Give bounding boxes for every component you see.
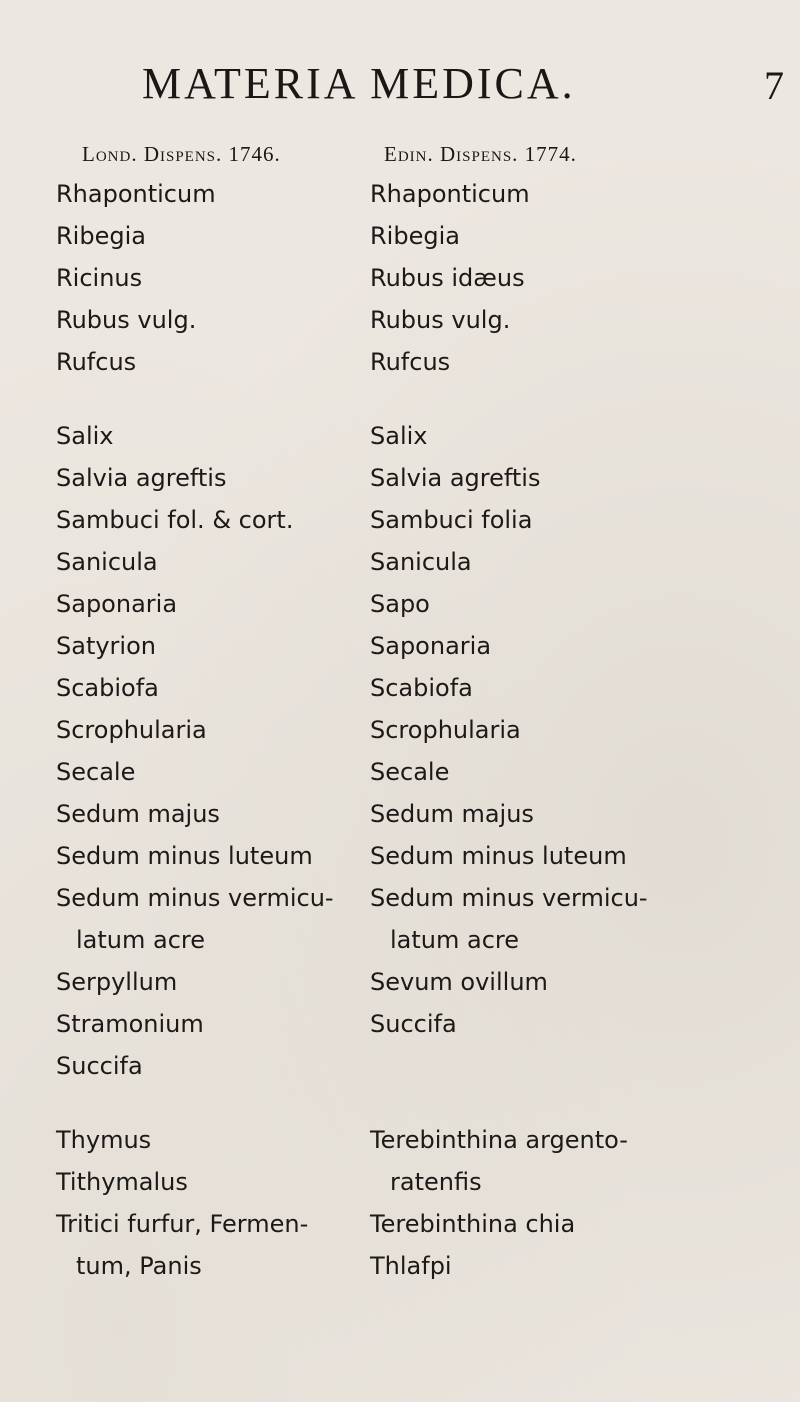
list-item: Scabiofa <box>56 674 159 702</box>
list-item: Salvia agreftis <box>56 464 227 492</box>
list-item: Sambuci fol. & cort. <box>56 506 294 534</box>
list-item: Ribegia <box>56 222 146 250</box>
list-item: Rufcus <box>370 348 451 376</box>
list-item: ratenfis <box>390 1168 482 1196</box>
list-item: Saponaria <box>370 632 492 660</box>
list-item: Rhaponticum <box>370 180 530 208</box>
list-item: Thlafpi <box>370 1252 452 1280</box>
list-item: latum acre <box>390 926 520 954</box>
list-item: Sedum minus luteum <box>370 842 627 870</box>
list-item: Terebinthina argento- <box>370 1126 628 1154</box>
list-item: Succifa <box>370 1010 457 1038</box>
list-item: Rhaponticum <box>56 180 216 208</box>
list-item: Succifa <box>56 1052 143 1080</box>
list-item: Sanicula <box>370 548 472 576</box>
list-item: Rubus idæus <box>370 264 525 292</box>
list-item: Tritici furfur, Fermen- <box>56 1210 309 1238</box>
list-item: Saponaria <box>56 590 178 618</box>
list-item: Sedum minus luteum <box>56 842 313 870</box>
list-item: tum, Panis <box>76 1252 202 1280</box>
running-head: MATERIA MEDICA. <box>142 59 576 108</box>
list-item: latum acre <box>76 926 206 954</box>
list-item: Sanicula <box>56 548 158 576</box>
list-item: Secale <box>56 758 136 786</box>
list-item: Thymus <box>56 1126 152 1154</box>
list-item: Serpyllum <box>56 968 178 996</box>
list-item: Salix <box>370 422 428 450</box>
list-item: Sedum majus <box>370 800 534 828</box>
list-item: Sedum minus vermicu- <box>56 884 334 912</box>
list-item: Rufcus <box>56 348 137 376</box>
list-item: Sevum ovillum <box>370 968 548 996</box>
list-item: Salvia agreftis <box>370 464 541 492</box>
list-item: Rubus vulg. <box>56 306 197 334</box>
list-item: Terebinthina chia <box>370 1210 576 1238</box>
list-item: Stramonium <box>56 1010 204 1038</box>
list-item: Ribegia <box>370 222 460 250</box>
list-item: Scrophularia <box>56 716 207 744</box>
list-item: Tithymalus <box>56 1168 188 1196</box>
list-item: Sedum minus vermicu- <box>370 884 648 912</box>
list-item: Secale <box>370 758 450 786</box>
list-item: Satyrion <box>56 632 156 660</box>
list-item: Sapo <box>370 590 430 618</box>
list-item: Scabiofa <box>370 674 473 702</box>
column-heading-edinburgh: Edin. Dispens. 1774. <box>384 142 577 166</box>
list-item: Sedum majus <box>56 800 220 828</box>
list-item: Sambuci folia <box>370 506 533 534</box>
list-item: Scrophularia <box>370 716 521 744</box>
page-number: 7 <box>764 63 784 108</box>
list-item: Salix <box>56 422 114 450</box>
column-heading-london: Lond. Dispens. 1746. <box>82 142 281 166</box>
list-item: Rubus vulg. <box>370 306 511 334</box>
list-item: Ricinus <box>56 264 143 292</box>
